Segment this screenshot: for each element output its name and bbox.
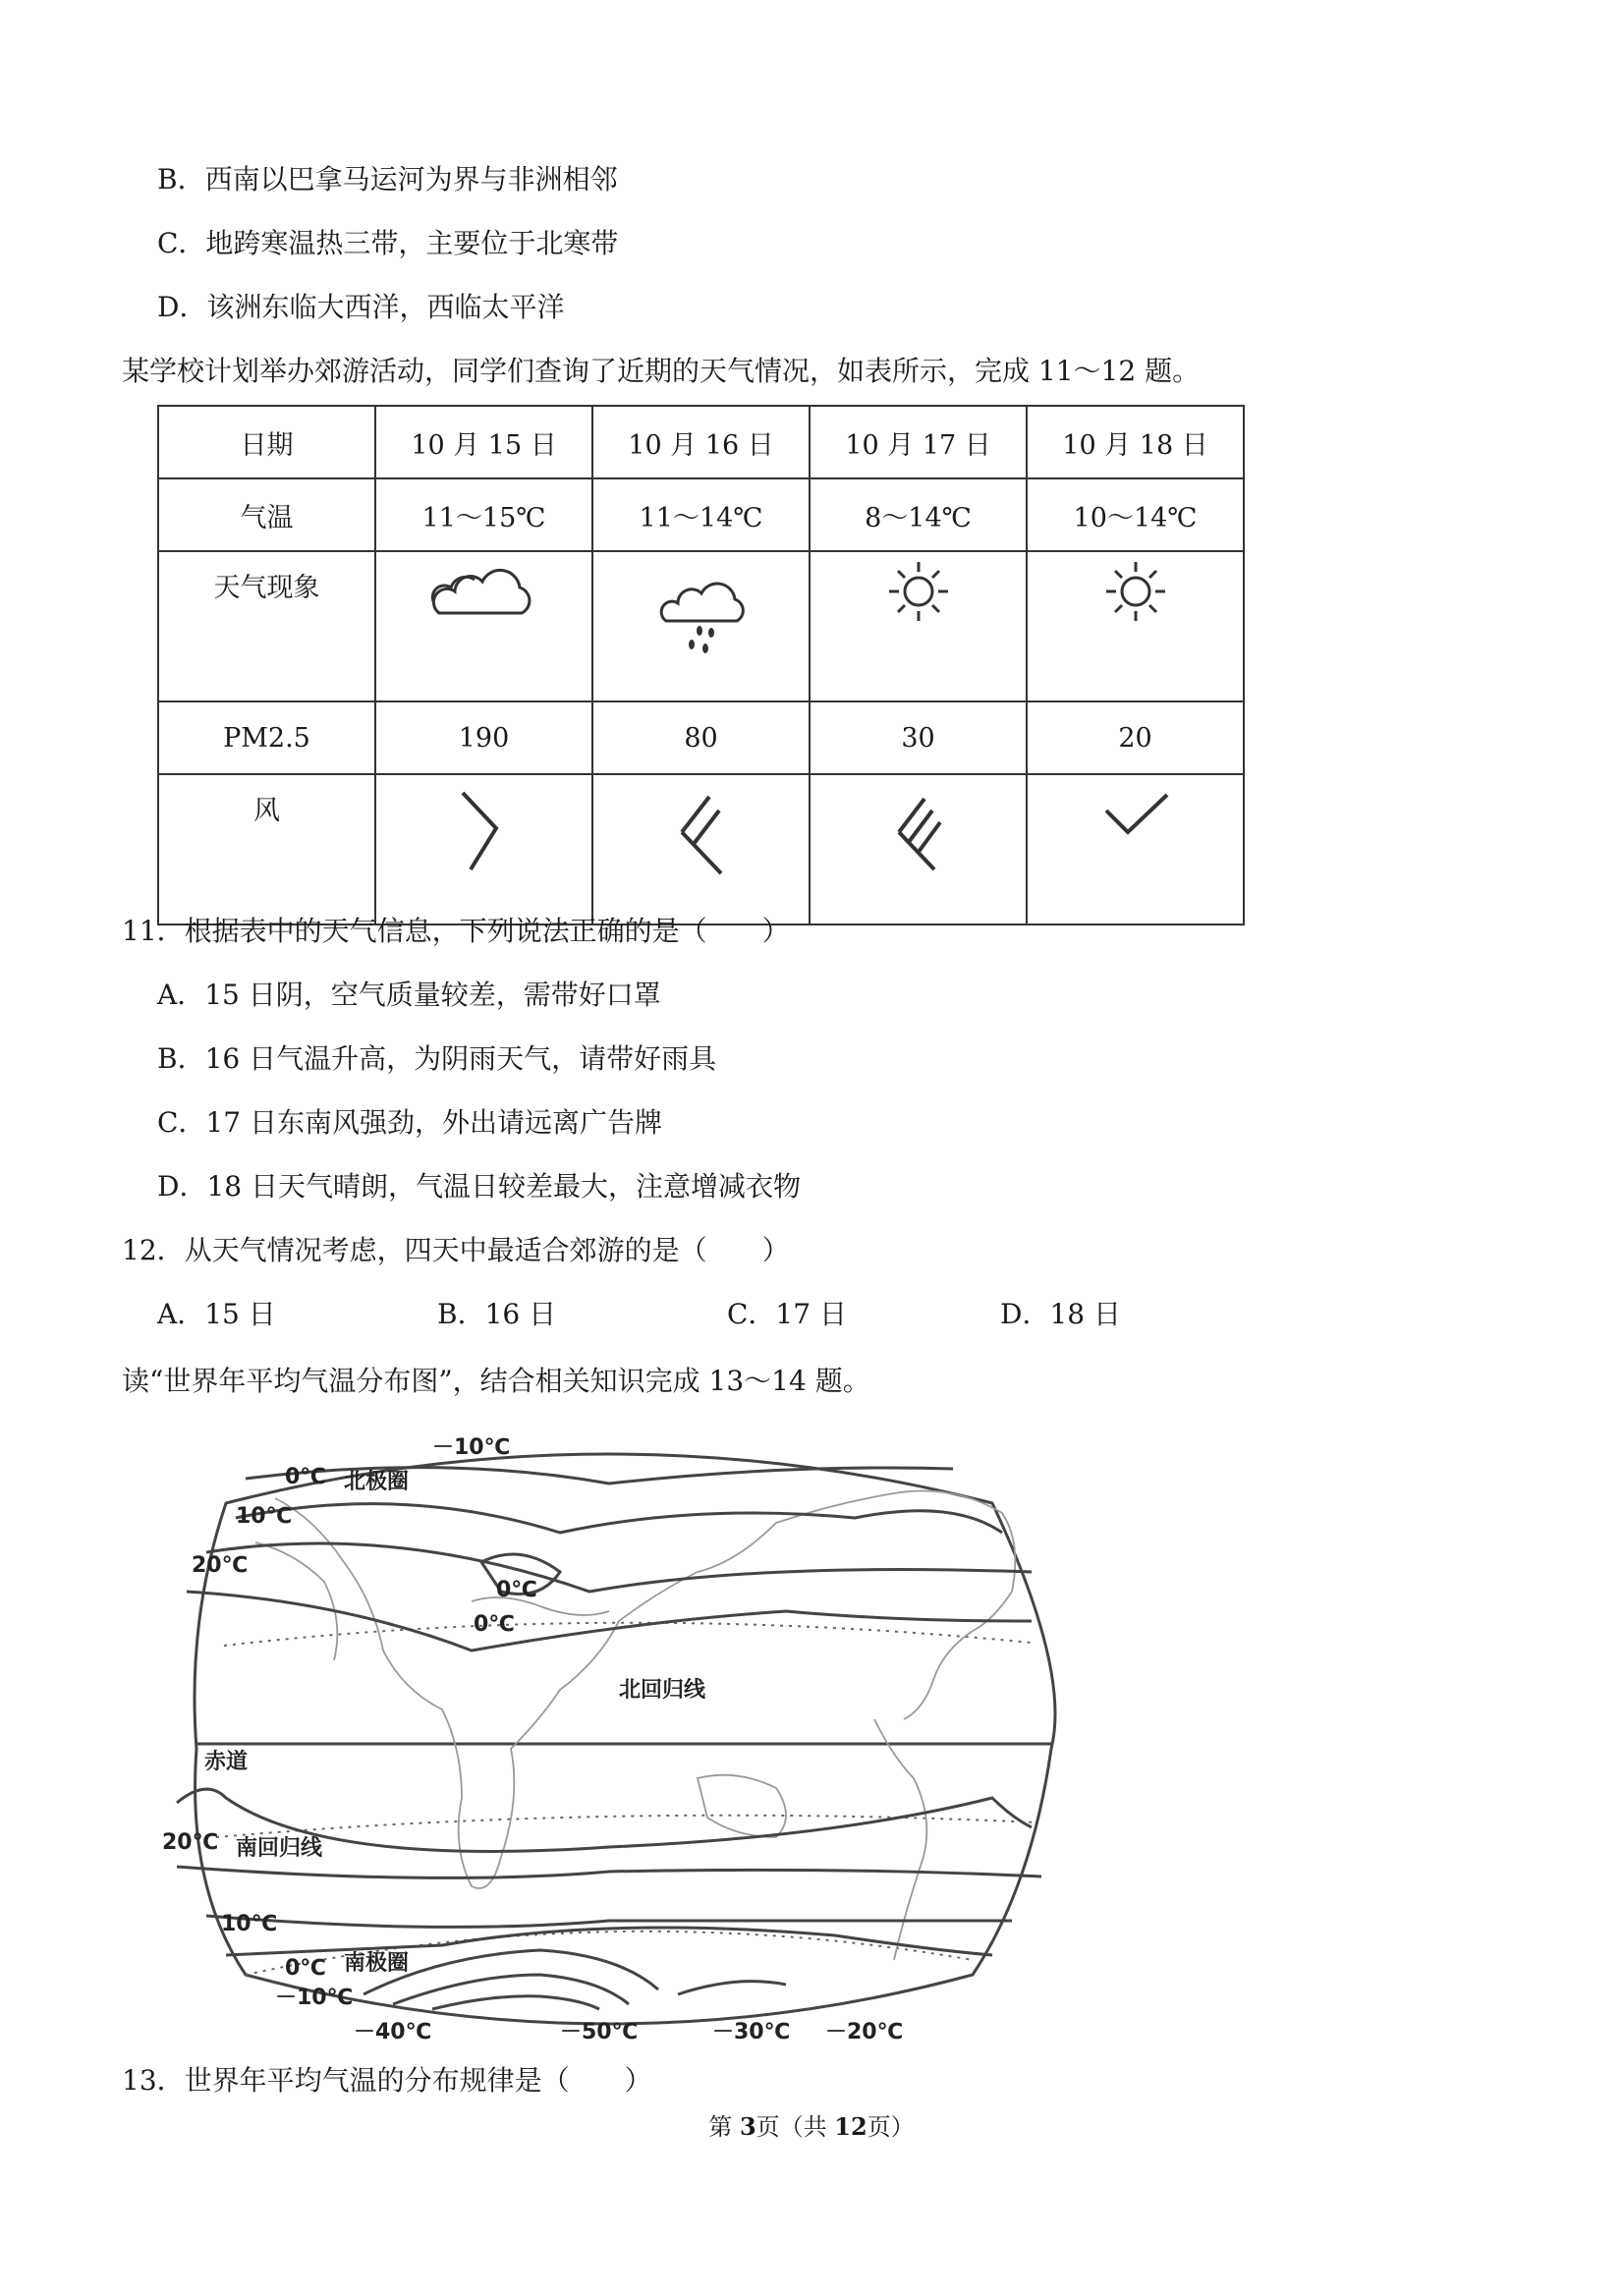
label-tropic-of-capricorn: 南回归线: [236, 1836, 323, 1861]
row-label-temp: 气温: [158, 478, 375, 551]
pm-cell: 80: [592, 701, 810, 774]
date-cell: 10 月 17 日: [810, 406, 1027, 478]
date-cell: 10 月 15 日: [375, 406, 592, 478]
row-label-wind: 风: [158, 774, 375, 924]
label-0-top: 0℃: [285, 1465, 326, 1489]
label-minus20: －20℃: [825, 2020, 904, 2044]
sunny-icon: [860, 552, 978, 631]
wind-cell: [375, 774, 592, 924]
label-minus10-bottom: －10℃: [275, 1986, 354, 2010]
label-tropic-of-cancer: 北回归线: [619, 1678, 706, 1703]
q11-stem: 11．根据表中的天气信息，下列说法正确的是（ ）: [122, 915, 790, 947]
label-20-bottom: 20℃: [162, 1830, 219, 1855]
temp-cell: 11～14℃: [592, 478, 810, 551]
label-minus40: －40℃: [354, 2020, 432, 2044]
footer-page-number: 3: [739, 2112, 756, 2141]
weather-cell: [592, 551, 810, 701]
label-10-top: 10℃: [236, 1504, 293, 1529]
world-temperature-map: [147, 1425, 1071, 2053]
footer-mid: 页（共: [756, 2113, 835, 2141]
label-0-tibet-1: 0℃: [496, 1578, 537, 1602]
q11-option-a: A．15 日阴，空气质量较差，需带好口罩: [157, 979, 661, 1011]
label-antarctic-circle: 南极圈: [344, 1951, 410, 1976]
isotherm-minus50-inner: [432, 1996, 599, 2009]
cloudy-icon: [425, 552, 543, 641]
wind-barb-level-1-icon: [425, 775, 543, 893]
pm-cell: 30: [810, 701, 1027, 774]
isotherms: [177, 1468, 1041, 2009]
isotherm-10-north: [206, 1543, 1032, 1592]
date-cell: 10 月 18 日: [1027, 406, 1244, 478]
label-0-tibet-2: 0℃: [474, 1612, 515, 1637]
wind-cell: [1027, 774, 1244, 924]
wind-barb-level-2-icon: [643, 775, 760, 893]
label-20-top: 20℃: [192, 1553, 249, 1578]
isotherm-0-south: [206, 1916, 1012, 1927]
label-minus10-top: －10℃: [432, 1435, 511, 1460]
footer-total-pages: 12: [834, 2112, 867, 2141]
q12-option-d: D．18 日: [1000, 1298, 1121, 1330]
weather-cell: [1027, 551, 1244, 701]
isotherm-0-north: [236, 1504, 1002, 1533]
prev-option-d: D．该洲东临大西洋，西临太平洋: [157, 291, 565, 323]
wind-cell: [592, 774, 810, 924]
date-cell: 10 月 16 日: [592, 406, 810, 478]
sunny-icon: [1077, 552, 1195, 631]
q11-option-b: B．16 日气温升高，为阴雨天气，请带好雨具: [157, 1042, 717, 1075]
pm-cell: 20: [1027, 701, 1244, 774]
footer-post: 页）: [867, 2113, 915, 2141]
q12-option-a: A．15 日: [157, 1298, 276, 1330]
date-row: [158, 406, 1244, 478]
isotherm-minus10-south: [226, 1928, 992, 1955]
label-equator: 赤道: [204, 1750, 249, 1774]
q11-option-d: D．18 日天气晴朗，气温日较差最大，注意增减衣物: [157, 1170, 801, 1203]
intro-11-12: 某学校计划举办郊游活动，同学们查询了近期的天气情况，如表所示，完成 11～12 题。: [122, 355, 1201, 387]
pm-cell: 190: [375, 701, 592, 774]
q12-option-c: C．17 日: [727, 1298, 847, 1330]
row-label-pm: PM2.5: [158, 701, 375, 774]
isotherm-20-north: [187, 1592, 1032, 1651]
isotherm-minus30: [678, 1982, 786, 1994]
wind-cell: [810, 774, 1027, 924]
isotherm-10-south: [177, 1867, 1041, 1877]
q12-stem: 12．从天气情况考虑，四天中最适合郊游的是（ ）: [122, 1234, 790, 1266]
weather-cell: [375, 551, 592, 701]
rain-icon: [643, 552, 760, 665]
footer-pre: 第: [708, 2113, 740, 2141]
weather-cell: [810, 551, 1027, 701]
label-minus30: －30℃: [712, 2020, 791, 2044]
row-label-date: 日期: [158, 406, 375, 478]
tropic-of-capricorn-line: [216, 1816, 1036, 1837]
row-label-weather: 天气现象: [158, 551, 375, 701]
wind-barb-level-3-icon: [860, 775, 978, 893]
weather-row: [158, 551, 1244, 701]
pm-row: [158, 701, 1244, 774]
temp-cell: 10～14℃: [1027, 478, 1244, 551]
isotherm-minus50-outer: [393, 1975, 629, 2004]
temp-cell: 8～14℃: [810, 478, 1027, 551]
temp-row: [158, 478, 1244, 551]
q12-option-b: B．16 日: [437, 1298, 557, 1330]
wind-barb-calm-icon: [1077, 775, 1195, 873]
weather-table: [157, 405, 1245, 925]
wind-row: [158, 774, 1244, 924]
label-minus50: －50℃: [560, 2020, 639, 2044]
page-footer: [0, 2107, 1623, 2142]
continents: [255, 1491, 1015, 1961]
prev-option-b: B．西南以巴拿马运河为界与非洲相邻: [157, 163, 618, 196]
label-arctic-circle: 北极圈: [344, 1470, 410, 1494]
intro-13-14: 读“世界年平均气温分布图”，结合相关知识完成 13～14 题。: [122, 1365, 870, 1397]
prev-option-c: C．地跨寒温热三带，主要位于北寒带: [157, 227, 619, 259]
map-outline: [195, 1454, 1055, 2024]
label-0-bottom: 0℃: [285, 1956, 326, 1981]
q13-stem: 13．世界年平均气温的分布规律是（ ）: [122, 2064, 652, 2097]
q11-option-c: C．17 日东南风强劲，外出请远离广告牌: [157, 1106, 662, 1139]
label-10-bottom: 10℃: [221, 1912, 278, 1936]
temp-cell: 11～15℃: [375, 478, 592, 551]
